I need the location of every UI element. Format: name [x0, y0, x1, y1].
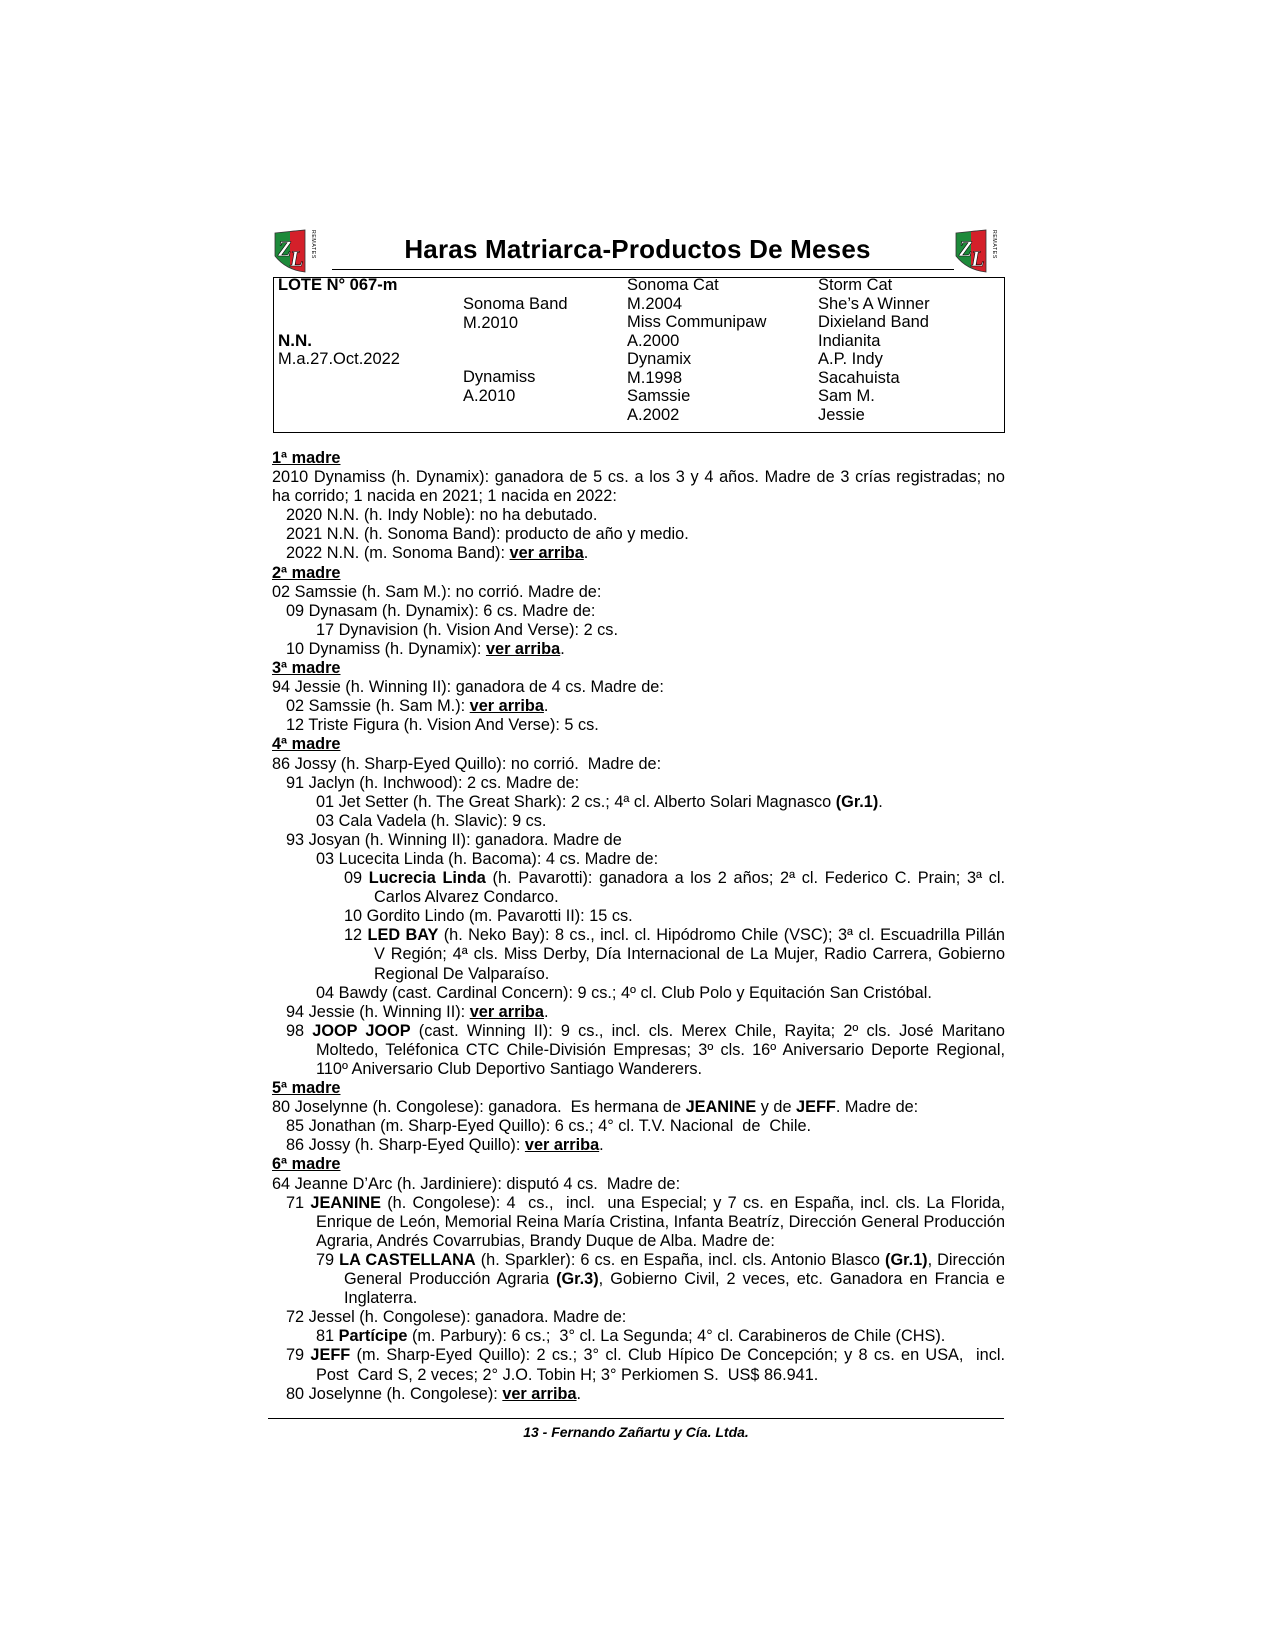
- zl-remates-logo-right: [953, 226, 1003, 274]
- ver-arriba-link[interactable]: ver arriba: [469, 697, 544, 716]
- svg-text:L: L: [971, 246, 985, 271]
- footer-rule: [268, 1418, 1004, 1419]
- great-grandparent: Jessie: [818, 406, 865, 424]
- produce-entry: 2022 N.N. (m. Sonoma Band): ver arriba.: [286, 544, 589, 563]
- produce-entry: 86 Jossy (h. Sharp-Eyed Quillo): ver arriba.: [286, 1136, 604, 1155]
- produce-entry: 03 Cala Vadela (h. Slavic): 9 cs.: [316, 811, 547, 830]
- ver-arriba-link[interactable]: ver arriba: [509, 544, 584, 563]
- great-grandparent: Sacahuista: [818, 369, 900, 387]
- produce-entry: 86 Jossy (h. Sharp-Eyed Quillo): no corrió. Madre de:: [272, 754, 662, 773]
- great-grandparent: A.P. Indy: [818, 350, 883, 368]
- produce-entry: 91 Jaclyn (h. Inchwood): 2 cs. Madre de:: [286, 773, 580, 792]
- svg-text:L: L: [290, 246, 304, 271]
- produce-entry: 12 LED BAY (h. Neko Bay): 8 cs., incl. cl. Hipódromo Chile (VSC); 3ª cl. Escuadrilla Pillán V Región; 4ª cls. Miss Derby, Día Internacional de La Mujer, Radio Carrera, Gobierno Regional De Valparaíso.: [344, 926, 1005, 983]
- grandparent-year: A.2002: [627, 406, 680, 424]
- produce-entry: 85 Jonathan (m. Sharp-Eyed Quillo): 6 cs.; 4° cl. T.V. Nacional de Chile.: [286, 1117, 812, 1136]
- great-grandparent: She’s A Winner: [818, 295, 930, 313]
- page-title: Haras Matriarca-Productos De Meses: [404, 234, 871, 264]
- dam-section-heading: 1ª madre: [272, 449, 341, 467]
- produce-entry: 94 Jessie (h. Winning II): ganadora de 4 cs. Madre de:: [272, 678, 664, 697]
- produce-entry: 80 Joselynne (h. Congolese): ver arriba.: [286, 1384, 582, 1403]
- produce-entry: 2021 N.N. (h. Sonoma Band): producto de año y medio.: [286, 525, 689, 544]
- grandparent-name: Sonoma Cat: [627, 276, 719, 294]
- produce-entry: 93 Josyan (h. Winning II): ganadora. Madre de: [286, 830, 622, 849]
- pedigree-table: [273, 277, 1005, 433]
- produce-entry: 09 Dynasam (h. Dynamix): 6 cs. Madre de:: [286, 601, 596, 620]
- produce-entry: 12 Triste Figura (h. Vision And Verse): 5 cs.: [286, 716, 599, 735]
- produce-entry: 09 Lucrecia Linda (h. Pavarotti): ganadora a los 2 años; 2ª cl. Federico C. Prain; 3ª cl. Carlos Alvarez Condarco.: [344, 869, 1005, 907]
- grandparent-name: Miss Communipaw: [627, 313, 767, 331]
- grandparent-year: M.1998: [627, 369, 683, 387]
- zl-remates-logo-left: [272, 226, 322, 274]
- produce-entry: 02 Samssie (h. Sam M.): ver arriba.: [286, 697, 549, 716]
- title-underline: [332, 269, 954, 270]
- lot-number: LOTE N° 067-m: [278, 276, 398, 294]
- produce-entry: 04 Bawdy (cast. Cardinal Concern): 9 cs.; 4º cl. Club Polo y Equitación San Cristóbal.: [316, 983, 932, 1002]
- sire-name: Sonoma Band: [463, 295, 568, 313]
- great-grandparent: Dixieland Band: [818, 313, 929, 331]
- produce-entry: 10 Dynamiss (h. Dynamix): ver arriba.: [286, 639, 565, 658]
- produce-entry: 02 Samssie (h. Sam M.): no corrió. Madre de:: [272, 582, 602, 601]
- produce-entry: 10 Gordito Lindo (m. Pavarotti II): 15 cs.: [344, 907, 633, 926]
- dam-name: Dynamiss: [463, 368, 536, 386]
- produce-entry: 01 Jet Setter (h. The Great Shark): 2 cs.; 4ª cl. Alberto Solari Magnasco (Gr.1).: [316, 792, 883, 811]
- ver-arriba-link[interactable]: ver arriba: [485, 639, 561, 658]
- dam-section-heading: 2ª madre: [272, 563, 341, 582]
- produce-entry: 64 Jeanne D’Arc (h. Jardiniere): disputó 4 cs. Madre de:: [272, 1174, 681, 1193]
- svg-text:REMATES: REMATES: [991, 230, 997, 259]
- grandparent-name: Dynamix: [627, 350, 692, 368]
- great-grandparent: Storm Cat: [818, 276, 893, 294]
- svg-text:REMATES: REMATES: [310, 230, 316, 259]
- produce-entry: 2020 N.N. (h. Indy Noble): no ha debutado.: [286, 506, 598, 525]
- ver-arriba-link[interactable]: ver arriba: [469, 1002, 544, 1021]
- horse-name: N.N.: [278, 331, 312, 350]
- grandparent-year: A.2000: [627, 332, 680, 350]
- sire-year: M.2010: [463, 314, 519, 332]
- produce-entry: 2010 Dynamiss (h. Dynamix): ganadora de 5 cs. a los 3 y 4 años. Madre de 3 crías registradas; no ha corrido; 1 nacida en 2021; 1 nacida en 2022:: [272, 468, 1005, 506]
- produce-entry: 17 Dynavision (h. Vision And Verse): 2 cs.: [316, 620, 618, 639]
- produce-entry: 79 JEFF (m. Sharp-Eyed Quillo): 2 cs.; 3° cl. Club Hípico De Concepción; y 8 cs. en USA, incl. Post Card S, 2 veces; 2° J.O. Tobin H; 3° Perkiomen S. US$ 86.941.: [286, 1346, 1005, 1384]
- svg-text:Z: Z: [959, 236, 973, 261]
- dam-section-heading: 3ª madre: [272, 659, 341, 678]
- page-footer: 13 - Fernando Zañartu y Cía. Ltda.: [523, 1424, 749, 1440]
- horse-birth: M.a.27.Oct.2022: [278, 350, 400, 368]
- ver-arriba-link[interactable]: ver arriba: [524, 1136, 600, 1155]
- produce-entry: 81 Partícipe (m. Parbury): 6 cs.; 3° cl. La Segunda; 4° cl. Carabineros de Chile (CHS).: [316, 1327, 946, 1346]
- produce-entry: 71 JEANINE (h. Congolese): 4 cs., incl. una Especial; y 7 cs. en España, incl. cls. La Florida, Enrique de León, Memorial Reina María Cristina, Infanta Beatríz, Dirección General Producción Agraria, Andrés Covarrubias, Brandy Duque de Alba. Madre de:: [286, 1193, 1005, 1250]
- grandparent-name: Samssie: [627, 387, 691, 405]
- produce-entry: 98 JOOP JOOP (cast. Winning II): 9 cs., incl. cls. Merex Chile, Rayita; 2º cls. José Maritano Moltedo, Teléfonica CTC Chile-División Empresas; 3º cls. 16º Aniversario Deporte Regional, 110º Aniversario Club Deportivo Santiago Wanderers.: [286, 1021, 1005, 1078]
- produce-entry: 94 Jessie (h. Winning II): ver arriba.: [286, 1002, 549, 1021]
- dam-section-heading: 5ª madre: [272, 1079, 341, 1098]
- produce-entry: 79 LA CASTELLANA (h. Sparkler): 6 cs. en España, incl. cls. Antonio Blasco (Gr.1), Dirección General Producción Agraria (Gr.3), Gobierno Civil, 2 veces, etc. Ganadora en Francia e Inglaterra.: [316, 1250, 1006, 1308]
- great-grandparent: Indianita: [818, 332, 881, 350]
- dam-section-heading: 6ª madre: [272, 1155, 341, 1174]
- produce-entry: 72 Jessel (h. Congolese): ganadora. Madre de:: [286, 1308, 627, 1327]
- grandparent-year: M.2004: [627, 295, 683, 313]
- dam-section-heading: 4ª madre: [272, 735, 341, 754]
- ver-arriba-link[interactable]: ver arriba: [502, 1384, 577, 1403]
- svg-text:Z: Z: [278, 236, 292, 261]
- produce-entry: 03 Lucecita Linda (h. Bacoma): 4 cs. Madre de:: [316, 849, 659, 868]
- great-grandparent: Sam M.: [818, 387, 875, 405]
- produce-entry: 80 Joselynne (h. Congolese): ganadora. Es hermana de JEANINE y de JEFF. Madre de:: [272, 1098, 919, 1117]
- family-notes: [272, 449, 1005, 1404]
- dam-year: A.2010: [463, 387, 516, 405]
